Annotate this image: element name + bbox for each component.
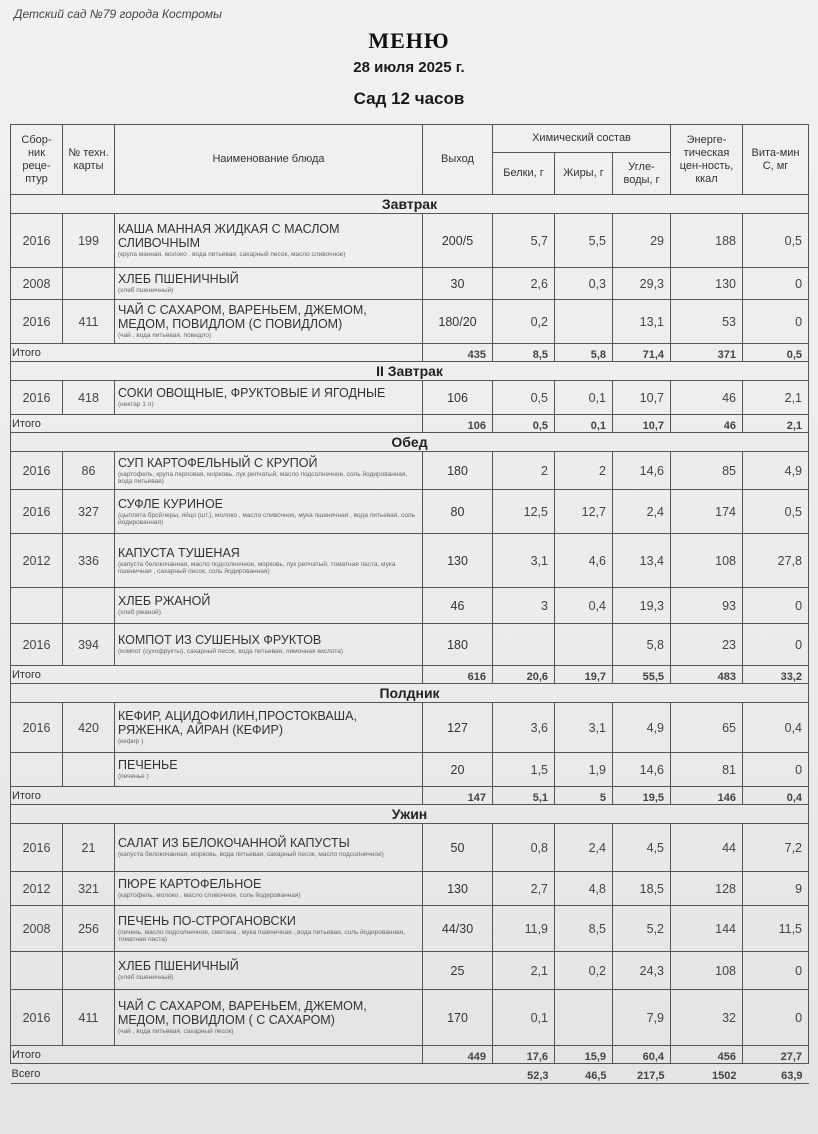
dish-row — [11, 624, 809, 666]
dish-card — [63, 952, 115, 990]
dish-ingredients: (хлеб пшеничный) — [118, 974, 174, 982]
meal-section-header — [11, 195, 809, 214]
dish-name: ЧАЙ С САХАРОМ, ВАРЕНЬЕМ, ДЖЕМОМ, МЕДОМ, ПОВИДЛОМ (С ПОВИДЛОМ) — [118, 303, 367, 332]
dish-ingredients: (печень, масло подсолнечное, сметана , мука пшеничная , вода питьевая, соль йодированная, томатная паста) — [118, 928, 406, 943]
total-protein: 5,1 — [493, 787, 555, 805]
total-carbs: 19,5 — [613, 787, 671, 805]
dish-card — [63, 753, 115, 787]
col-fat: Жиры, г — [555, 153, 613, 195]
dish-cell — [115, 268, 423, 300]
dish-collection: 2016 — [11, 490, 63, 534]
dish-protein: 3,6 — [493, 703, 555, 753]
dish-vitc: 0,5 — [743, 490, 809, 534]
dish-energy: 130 — [671, 268, 743, 300]
dish-protein: 1,5 — [493, 753, 555, 787]
col-chem: Химический состав — [493, 125, 671, 153]
dish-carbs: 4,9 — [613, 703, 671, 753]
grand-total-protein: 52,3 — [493, 1064, 555, 1084]
dish-vitc: 0 — [743, 300, 809, 344]
meal-total-row — [11, 666, 809, 684]
dish-cell — [115, 952, 423, 990]
total-protein: 0,5 — [493, 415, 555, 433]
dish-cell — [115, 588, 423, 624]
dish-output: 44/30 — [423, 906, 493, 952]
grand-total-output — [423, 1064, 493, 1084]
dish-card: 321 — [63, 872, 115, 906]
dish-ingredients: (кефир ) — [118, 738, 144, 746]
dish-fat: 0,1 — [555, 381, 613, 415]
dish-fat: 2 — [555, 452, 613, 490]
dish-card: 256 — [63, 906, 115, 952]
dish-collection: 2016 — [11, 824, 63, 872]
dish-name: КОМПОТ ИЗ СУШЕНЫХ ФРУКТОВ — [118, 633, 322, 648]
dish-protein: 12,5 — [493, 490, 555, 534]
dish-carbs: 19,3 — [613, 588, 671, 624]
dish-name: ХЛЕБ ПШЕНИЧНЫЙ — [118, 959, 239, 974]
dish-row — [11, 703, 809, 753]
dish-ingredients: (хлеб ржаной) — [118, 609, 161, 617]
dish-vitc: 0 — [743, 753, 809, 787]
total-vitc: 27,7 — [743, 1046, 809, 1064]
meal-section-header — [11, 805, 809, 824]
dish-output: 130 — [423, 872, 493, 906]
dish-cell — [115, 753, 423, 787]
meal-total-row — [11, 344, 809, 362]
dish-name: ПЮРЕ КАРТОФЕЛЬНОЕ — [118, 877, 262, 892]
dish-protein: 3 — [493, 588, 555, 624]
dish-energy: 81 — [671, 753, 743, 787]
dish-cell — [115, 824, 423, 872]
dish-vitc: 0 — [743, 624, 809, 666]
dish-fat — [555, 990, 613, 1046]
total-fat: 15,9 — [555, 1046, 613, 1064]
grand-total-label: Всего — [11, 1064, 423, 1084]
dish-output: 170 — [423, 990, 493, 1046]
dish-collection: 2016 — [11, 214, 63, 268]
dish-ingredients: (капуста белокочанная, масло подсолнечное, морковь, лук репчатый, томатная паста, мука пшеничная , сахарный песок, соль йодированная) — [118, 560, 396, 575]
dish-collection: 2012 — [11, 872, 63, 906]
dish-energy: 32 — [671, 990, 743, 1046]
total-energy: 146 — [671, 787, 743, 805]
dish-output: 200/5 — [423, 214, 493, 268]
total-fat: 0,1 — [555, 415, 613, 433]
col-collection: Сбор-ник реце-птур — [11, 125, 63, 195]
dish-cell — [115, 534, 423, 588]
dish-vitc: 0 — [743, 268, 809, 300]
dish-fat: 4,6 — [555, 534, 613, 588]
dish-name: СУП КАРТОФЕЛЬНЫЙ С КРУПОЙ — [118, 455, 318, 470]
dish-card: 21 — [63, 824, 115, 872]
dish-protein: 0,2 — [493, 300, 555, 344]
dish-name: СОКИ ОВОЩНЫЕ, ФРУКТОВЫЕ И ЯГОДНЫЕ — [118, 386, 386, 401]
total-energy: 46 — [671, 415, 743, 433]
dish-collection: 2008 — [11, 906, 63, 952]
total-vitc: 0,5 — [743, 344, 809, 362]
meal-title: Завтрак — [11, 195, 809, 214]
dish-card — [63, 588, 115, 624]
dish-energy: 46 — [671, 381, 743, 415]
dish-carbs: 4,5 — [613, 824, 671, 872]
menu-body — [11, 195, 809, 1084]
dish-carbs: 13,4 — [613, 534, 671, 588]
dish-ingredients: (картофель, крупа перловая, морковь, лук репчатый, масло подсолнечное, соль йодированная, вода питьевая) — [118, 470, 408, 485]
dish-vitc: 9 — [743, 872, 809, 906]
dish-row — [11, 534, 809, 588]
dish-name: ЧАЙ С САХАРОМ, ВАРЕНЬЕМ, ДЖЕМОМ, МЕДОМ, ПОВИДЛОМ ( С САХАРОМ) — [118, 999, 367, 1028]
total-label: Итого — [11, 787, 423, 805]
dish-cell — [115, 906, 423, 952]
dish-protein: 2,6 — [493, 268, 555, 300]
dish-cell — [115, 214, 423, 268]
dish-name: ХЛЕБ РЖАНОЙ — [118, 594, 211, 609]
menu-date: 28 июля 2025 г. — [353, 59, 465, 76]
dish-carbs: 18,5 — [613, 872, 671, 906]
dish-collection: 2016 — [11, 452, 63, 490]
dish-vitc: 0 — [743, 952, 809, 990]
meal-section-header — [11, 684, 809, 703]
dish-vitc: 0,4 — [743, 703, 809, 753]
dish-cell — [115, 452, 423, 490]
dish-output: 180 — [423, 624, 493, 666]
dish-card: 336 — [63, 534, 115, 588]
meal-total-row — [11, 415, 809, 433]
dish-carbs: 14,6 — [613, 452, 671, 490]
dish-fat: 3,1 — [555, 703, 613, 753]
dish-collection: 2016 — [11, 703, 63, 753]
col-card: № техн. карты — [63, 125, 115, 195]
meal-section-header — [11, 362, 809, 381]
grand-total-energy: 1502 — [671, 1064, 743, 1084]
total-energy: 483 — [671, 666, 743, 684]
dish-row — [11, 906, 809, 952]
dish-vitc: 0,5 — [743, 214, 809, 268]
dish-energy: 44 — [671, 824, 743, 872]
dish-name: ПЕЧЕНЬЕ — [118, 758, 178, 773]
dish-energy: 144 — [671, 906, 743, 952]
dish-fat: 8,5 — [555, 906, 613, 952]
dish-fat: 12,7 — [555, 490, 613, 534]
dish-ingredients: (цыплята бройлеры, яйцо (шт.), молоко , масло сливочное, мука пшеничная , вода питьевая, соль йодированная) — [118, 511, 415, 526]
dish-cell — [115, 990, 423, 1046]
total-protein: 20,6 — [493, 666, 555, 684]
dish-carbs: 13,1 — [613, 300, 671, 344]
dish-ingredients: (чай , вода питьевая, повидло) — [118, 332, 212, 340]
dish-energy: 53 — [671, 300, 743, 344]
dish-row — [11, 381, 809, 415]
grand-total-carbs: 217,5 — [613, 1064, 671, 1084]
dish-ingredients: (нектар 1 л) — [118, 401, 154, 409]
dish-vitc: 2,1 — [743, 381, 809, 415]
dish-cell — [115, 300, 423, 344]
dish-collection — [11, 952, 63, 990]
menu-table — [10, 124, 809, 1084]
grand-total-vitc: 63,9 — [743, 1064, 809, 1084]
dish-fat: 5,5 — [555, 214, 613, 268]
dish-output: 106 — [423, 381, 493, 415]
dish-row — [11, 300, 809, 344]
col-output: Выход — [423, 125, 493, 195]
dish-energy: 128 — [671, 872, 743, 906]
total-output: 449 — [423, 1046, 493, 1064]
total-protein: 8,5 — [493, 344, 555, 362]
dish-energy: 85 — [671, 452, 743, 490]
meal-section-header — [11, 433, 809, 452]
dish-vitc: 0 — [743, 990, 809, 1046]
dish-collection — [11, 588, 63, 624]
menu-subtitle: Сад 12 часов — [353, 89, 465, 108]
dish-output: 180/20 — [423, 300, 493, 344]
col-carbs: Угле-воды, г — [613, 153, 671, 195]
total-vitc: 33,2 — [743, 666, 809, 684]
total-carbs: 71,4 — [613, 344, 671, 362]
dish-card: 411 — [63, 990, 115, 1046]
dish-row — [11, 588, 809, 624]
meal-total-row — [11, 1046, 809, 1064]
dish-fat: 0,2 — [555, 952, 613, 990]
dish-fat: 0,4 — [555, 588, 613, 624]
dish-collection: 2016 — [11, 990, 63, 1046]
dish-row — [11, 268, 809, 300]
dish-output: 80 — [423, 490, 493, 534]
dish-vitc: 4,9 — [743, 452, 809, 490]
dish-protein: 0,8 — [493, 824, 555, 872]
total-carbs: 55,5 — [613, 666, 671, 684]
dish-ingredients: (капуста белокочанная, морковь, вода питьевая, сахарный песок, масло подсолнечное) — [118, 851, 384, 859]
total-carbs: 10,7 — [613, 415, 671, 433]
dish-output: 130 — [423, 534, 493, 588]
dish-energy: 65 — [671, 703, 743, 753]
dish-energy: 23 — [671, 624, 743, 666]
dish-carbs: 10,7 — [613, 381, 671, 415]
dish-name: КАПУСТА ТУШЕНАЯ — [118, 545, 240, 560]
total-label: Итого — [11, 344, 423, 362]
meal-title: Ужин — [11, 805, 809, 824]
total-output: 147 — [423, 787, 493, 805]
total-energy: 456 — [671, 1046, 743, 1064]
dish-ingredients: (картофель, молоко , масло сливочное, соль йодированная) — [118, 892, 301, 900]
dish-fat — [555, 624, 613, 666]
dish-vitc: 0 — [743, 588, 809, 624]
meal-title: II Завтрак — [11, 362, 809, 381]
total-fat: 5 — [555, 787, 613, 805]
dish-fat: 2,4 — [555, 824, 613, 872]
dish-collection: 2016 — [11, 300, 63, 344]
dish-ingredients: (крупа манная, молоко , вода питьевая, сахарный песок, масло сливочное) — [118, 251, 346, 259]
dish-carbs: 29 — [613, 214, 671, 268]
dish-output: 30 — [423, 268, 493, 300]
dish-energy: 108 — [671, 952, 743, 990]
col-dish: Наименование блюда — [115, 125, 423, 195]
total-label: Итого — [11, 666, 423, 684]
dish-output: 25 — [423, 952, 493, 990]
total-fat: 5,8 — [555, 344, 613, 362]
dish-row — [11, 452, 809, 490]
dish-card — [63, 268, 115, 300]
dish-vitc: 7,2 — [743, 824, 809, 872]
dish-carbs: 5,2 — [613, 906, 671, 952]
dish-name: КЕФИР, АЦИДОФИЛИН,ПРОСТОКВАША, РЯЖЕНКА, АЙРАН (КЕФИР) — [118, 709, 357, 738]
dish-row — [11, 872, 809, 906]
dish-name: ПЕЧЕНЬ ПО-СТРОГАНОВСКИ — [118, 913, 296, 928]
total-vitc: 0,4 — [743, 787, 809, 805]
total-fat: 19,7 — [555, 666, 613, 684]
dish-name: САЛАТ ИЗ БЕЛОКОЧАННОЙ КАПУСТЫ — [118, 836, 350, 851]
dish-protein: 3,1 — [493, 534, 555, 588]
total-carbs: 60,4 — [613, 1046, 671, 1064]
dish-carbs: 5,8 — [613, 624, 671, 666]
total-output: 616 — [423, 666, 493, 684]
page-title: МЕНЮ — [368, 28, 450, 53]
dish-row — [11, 753, 809, 787]
dish-protein: 0,1 — [493, 990, 555, 1046]
dish-card: 199 — [63, 214, 115, 268]
dish-ingredients: (печенье ) — [118, 773, 149, 781]
dish-protein: 2,1 — [493, 952, 555, 990]
dish-carbs: 29,3 — [613, 268, 671, 300]
dish-energy: 188 — [671, 214, 743, 268]
dish-card: 418 — [63, 381, 115, 415]
dish-carbs: 24,3 — [613, 952, 671, 990]
dish-ingredients: (чай , вода питьевая, сахарный песок) — [118, 1028, 234, 1036]
dish-protein: 11,9 — [493, 906, 555, 952]
dish-output: 127 — [423, 703, 493, 753]
dish-vitc: 27,8 — [743, 534, 809, 588]
total-output: 435 — [423, 344, 493, 362]
dish-collection: 2016 — [11, 624, 63, 666]
col-energy: Энерге-тическая цен-ность, ккал — [671, 125, 743, 195]
dish-collection: 2012 — [11, 534, 63, 588]
dish-protein: 0,5 — [493, 381, 555, 415]
dish-fat: 1,9 — [555, 753, 613, 787]
dish-energy: 108 — [671, 534, 743, 588]
dish-card: 420 — [63, 703, 115, 753]
dish-ingredients: (хлеб пшеничный) — [118, 287, 174, 295]
dish-row — [11, 214, 809, 268]
dish-card: 86 — [63, 452, 115, 490]
dish-fat — [555, 300, 613, 344]
dish-output: 46 — [423, 588, 493, 624]
dish-row — [11, 824, 809, 872]
dish-name: СУФЛЕ КУРИНОЕ — [118, 496, 224, 511]
dish-energy: 174 — [671, 490, 743, 534]
total-label: Итого — [11, 415, 423, 433]
dish-vitc: 11,5 — [743, 906, 809, 952]
dish-collection — [11, 753, 63, 787]
meal-title: Обед — [11, 433, 809, 452]
total-output: 106 — [423, 415, 493, 433]
dish-protein: 2,7 — [493, 872, 555, 906]
meal-total-row — [11, 787, 809, 805]
dish-ingredients: (компот (сухофрукты), сахарный песок, вода питьевая, лимонная кислота) — [118, 648, 344, 656]
dish-protein: 5,7 — [493, 214, 555, 268]
dish-fat: 4,8 — [555, 872, 613, 906]
dish-protein: 2 — [493, 452, 555, 490]
dish-protein — [493, 624, 555, 666]
dish-row — [11, 952, 809, 990]
dish-card: 327 — [63, 490, 115, 534]
dish-cell — [115, 381, 423, 415]
dish-collection: 2008 — [11, 268, 63, 300]
dish-carbs: 7,9 — [613, 990, 671, 1046]
grand-total-fat: 46,5 — [555, 1064, 613, 1084]
dish-carbs: 2,4 — [613, 490, 671, 534]
dish-collection: 2016 — [11, 381, 63, 415]
grand-total-row — [11, 1064, 809, 1084]
total-energy: 371 — [671, 344, 743, 362]
dish-card: 411 — [63, 300, 115, 344]
meal-title: Полдник — [11, 684, 809, 703]
dish-fat: 0,3 — [555, 268, 613, 300]
dish-cell — [115, 703, 423, 753]
dish-cell — [115, 624, 423, 666]
col-protein: Белки, г — [493, 153, 555, 195]
dish-cell — [115, 490, 423, 534]
dish-card: 394 — [63, 624, 115, 666]
total-protein: 17,6 — [493, 1046, 555, 1064]
dish-output: 20 — [423, 753, 493, 787]
col-vitc: Вита-мин С, мг — [743, 125, 809, 195]
dish-output: 50 — [423, 824, 493, 872]
dish-output: 180 — [423, 452, 493, 490]
dish-cell — [115, 872, 423, 906]
school-name: Детский сад №79 города Костромы — [14, 7, 222, 21]
total-vitc: 2,1 — [743, 415, 809, 433]
dish-name: КАША МАННАЯ ЖИДКАЯ С МАСЛОМ СЛИВОЧНЫМ — [118, 222, 340, 251]
dish-name: ХЛЕБ ПШЕНИЧНЫЙ — [118, 272, 239, 287]
total-label: Итого — [11, 1046, 423, 1064]
dish-carbs: 14,6 — [613, 753, 671, 787]
dish-energy: 93 — [671, 588, 743, 624]
dish-row — [11, 490, 809, 534]
dish-row — [11, 990, 809, 1046]
